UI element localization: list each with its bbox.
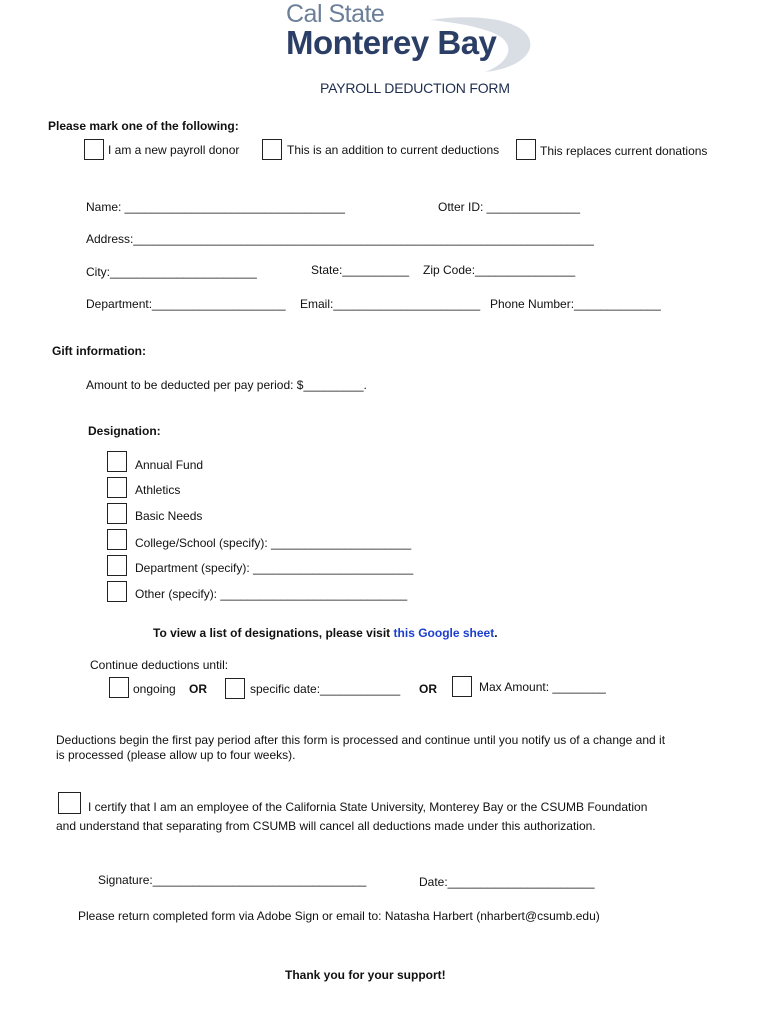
certify-line-2: and understand that separating from CSUMB will cancel all deductions made under this authorization. xyxy=(56,819,596,833)
form-title: PAYROLL DEDUCTION FORM xyxy=(320,80,510,96)
csumb-logo xyxy=(280,0,540,78)
addition-label: This is an addition to current deductions xyxy=(287,143,500,157)
department-field[interactable]: Department:____________________ xyxy=(86,297,286,311)
phone-field[interactable]: Phone Number:_____________ xyxy=(490,297,661,311)
or-label-1: OR xyxy=(189,682,207,696)
designation-list-text: To view a list of designations, please visit xyxy=(153,626,391,640)
basic-needs-checkbox[interactable] xyxy=(107,503,127,524)
logo-line-1: Cal State xyxy=(286,0,385,28)
basic-needs-label: Basic Needs xyxy=(135,509,203,523)
gift-heading: Gift information: xyxy=(52,344,146,358)
or-label-2: OR xyxy=(419,682,437,696)
return-note: Please return completed form via Adobe Sign or email to: Natasha Harbert (nharbert@csumb.edu) xyxy=(78,909,600,923)
max-amount-field[interactable]: Max Amount: ________ xyxy=(479,680,606,694)
replaces-checkbox[interactable] xyxy=(516,139,536,160)
logo-line-2: Monterey Bay xyxy=(286,24,497,61)
state-field[interactable]: State:__________ xyxy=(311,263,410,277)
ongoing-label: ongoing xyxy=(133,682,176,696)
annual-fund-label: Annual Fund xyxy=(135,458,204,472)
mark-one-heading: Please mark one of the following: xyxy=(48,119,239,133)
designation-heading: Designation: xyxy=(88,424,161,438)
college-school-checkbox[interactable] xyxy=(107,529,127,550)
email-field[interactable]: Email:______________________ xyxy=(300,297,481,311)
annual-fund-checkbox[interactable] xyxy=(107,451,127,472)
ongoing-checkbox[interactable] xyxy=(109,677,129,698)
other-designation-checkbox[interactable] xyxy=(107,581,127,602)
amount-field[interactable]: Amount to be deducted per pay period: $_________. xyxy=(86,378,367,392)
new-donor-checkbox[interactable] xyxy=(84,139,104,160)
max-amount-checkbox[interactable] xyxy=(452,676,472,697)
zip-field[interactable]: Zip Code:_______________ xyxy=(423,263,576,277)
designation-list-note xyxy=(153,626,498,640)
department-designation-field[interactable]: Department (specify): ________________________ xyxy=(135,561,414,575)
athletics-label: Athletics xyxy=(135,483,181,497)
notice-line-2: is processed (please allow up to four weeks). xyxy=(56,748,296,762)
certify-line-1: I certify that I am an employee of the California State University, Monterey Bay or the CSUMB Foundation xyxy=(88,800,648,814)
certify-checkbox[interactable] xyxy=(58,792,81,814)
designation-list-period: . xyxy=(494,626,498,640)
name-field[interactable]: Name: _________________________________ xyxy=(86,200,345,214)
city-field[interactable]: City:______________________ xyxy=(86,265,257,279)
other-designation-field[interactable]: Other (specify): ____________________________ xyxy=(135,587,408,601)
thanks-text: Thank you for your support! xyxy=(285,968,446,982)
specific-date-field[interactable]: specific date:____________ xyxy=(250,682,401,696)
otter-id-field[interactable]: Otter ID: ______________ xyxy=(438,200,581,214)
department-designation-checkbox[interactable] xyxy=(107,555,127,576)
address-field[interactable]: Address:_____________________________________________________________________ xyxy=(86,232,594,246)
specific-date-checkbox[interactable] xyxy=(225,678,245,699)
athletics-checkbox[interactable] xyxy=(107,477,127,498)
signature-field[interactable]: Signature:________________________________ xyxy=(98,873,367,887)
addition-checkbox[interactable] xyxy=(262,139,282,160)
new-donor-label: I am a new payroll donor xyxy=(108,143,240,157)
college-school-field[interactable]: College/School (specify): _____________________ xyxy=(135,536,412,550)
date-field[interactable]: Date:______________________ xyxy=(419,875,595,889)
continue-label: Continue deductions until: xyxy=(90,658,229,672)
google-sheet-link[interactable]: this Google sheet xyxy=(393,626,495,640)
notice-line-1: Deductions begin the first pay period after this form is processed and continue until you notify us of a change and it xyxy=(56,733,666,747)
replaces-label: This replaces current donations xyxy=(540,144,708,158)
